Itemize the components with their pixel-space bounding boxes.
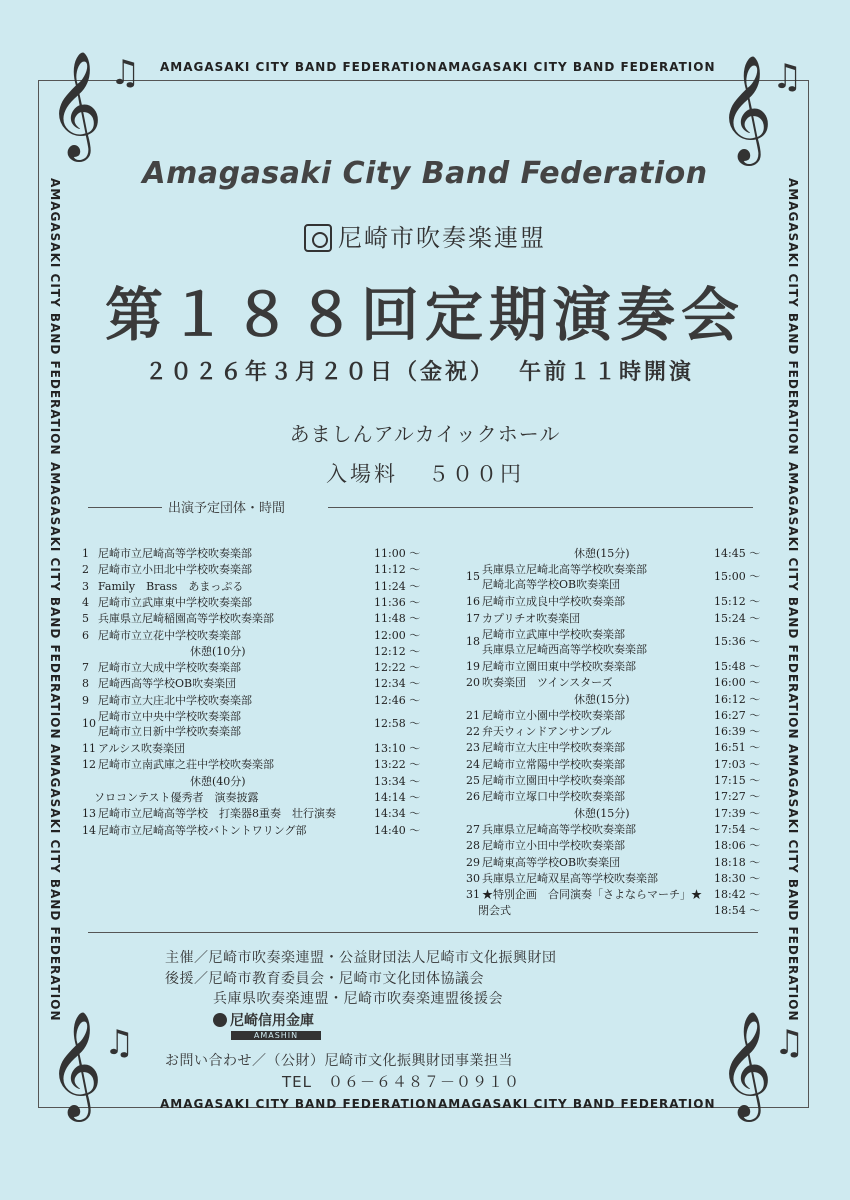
program-row: [466, 740, 776, 755]
program-row: [82, 611, 427, 626]
program-row: [82, 546, 427, 561]
performer-name: 尼崎市立尼崎高等学校 打楽器8重奏 壮行演奏: [98, 807, 336, 821]
performance-time: 14:40 〜: [374, 823, 421, 837]
divider: [328, 507, 753, 508]
program-number: 22: [466, 725, 480, 739]
program-row: [82, 823, 427, 838]
program-row: [466, 871, 776, 886]
performance-time: 18:54 〜: [714, 904, 761, 918]
performer-name: 吹奏楽団 ツインスターズ: [482, 676, 613, 690]
program-number: 20: [466, 676, 480, 690]
program-row: [82, 790, 427, 805]
band-text-top-right: AMAGASAKI CITY BAND FEDERATION: [438, 60, 716, 74]
concert-title: 第１８８回定期演奏会: [104, 281, 745, 349]
performance-time: 11:48 〜: [374, 612, 421, 626]
program-number: 3: [82, 579, 89, 593]
fee-value: ５００円: [428, 462, 524, 486]
program-number: 16: [466, 595, 480, 609]
performance-time: 17:27 〜: [714, 790, 761, 804]
performance-time: 16:00 〜: [714, 676, 761, 690]
performer-name: 兵庫県立尼崎西高等学校吹奏楽部: [482, 642, 647, 656]
program-row: [82, 562, 427, 577]
program-row: [466, 903, 776, 918]
program-number: 27: [466, 822, 480, 836]
performer-name: 休憩(40分): [190, 774, 246, 788]
program-number: 25: [466, 774, 480, 787]
performer-name: 尼崎北高等学校OB吹奏楽団: [482, 578, 621, 592]
program-number: 10: [82, 717, 96, 730]
program-number: 21: [466, 708, 480, 722]
performance-time: 18:06 〜: [714, 839, 761, 853]
performer-name: 兵庫県立尼崎北高等学校吹奏楽部: [482, 563, 647, 577]
performance-time: 14:14 〜: [374, 790, 421, 804]
performer-name: アルシス吹奏楽団: [98, 742, 185, 755]
fee-label: 入場料: [326, 462, 398, 486]
program-number: 1: [82, 547, 89, 560]
performance-time: 17:15 〜: [714, 774, 761, 787]
program-row: [82, 660, 427, 675]
program-row: [466, 757, 776, 772]
program-row: [466, 627, 776, 657]
performance-time: 11:12 〜: [374, 563, 421, 577]
performance-time: 13:22 〜: [374, 758, 421, 772]
performance-time: 12:46 〜: [374, 693, 421, 707]
performance-time: 12:00 〜: [374, 628, 421, 642]
support-line-2: 兵庫県吹奏楽連盟・尼崎市吹奏楽連盟後援会: [213, 991, 503, 1007]
performance-time: 17:54 〜: [714, 822, 761, 836]
treble-clef-icon: 𝄞: [48, 1010, 103, 1117]
performer-name: 尼崎西高等学校OB吹奏楽団: [98, 677, 237, 691]
music-note-icon: ♫: [774, 1023, 805, 1063]
program-row: [466, 546, 776, 561]
performance-time: 11:00 〜: [374, 547, 421, 560]
program-number: 9: [82, 693, 89, 707]
divider: [88, 507, 162, 508]
program-row: [466, 611, 776, 626]
performance-time: 15:48 〜: [714, 659, 761, 673]
performer-name: 尼崎市立日新中学校吹奏楽部: [98, 725, 241, 738]
program-number: 26: [466, 790, 480, 804]
program-number: 18: [466, 634, 480, 648]
performance-time: 12:12 〜: [374, 644, 421, 658]
performance-time: 16:27 〜: [714, 708, 761, 722]
performance-time: 16:39 〜: [714, 725, 761, 739]
telephone: TEL ０６－６４８７－０９１０: [282, 1073, 520, 1091]
program-row: [82, 693, 427, 708]
performer-name: 兵庫県立尼崎高等学校吹奏楽部: [482, 822, 636, 836]
support-line-1: 後援／尼崎市教育委員会・尼崎市文化団体協議会: [165, 971, 484, 987]
performance-time: 15:12 〜: [714, 595, 761, 609]
performer-name: 休憩(15分): [574, 547, 630, 560]
program-number: 14: [82, 823, 96, 837]
organization-name: 尼崎市吹奏楽連盟: [338, 224, 546, 252]
program-row: [466, 692, 776, 707]
performance-time: 18:42 〜: [714, 888, 761, 902]
program-number: 28: [466, 839, 480, 853]
music-note-icon: ♫: [772, 57, 803, 97]
program-row: [82, 757, 427, 772]
performer-name: 尼崎市立大成中学校吹奏楽部: [98, 661, 241, 675]
treble-clef-icon: 𝄞: [48, 50, 103, 157]
program-row: [466, 822, 776, 837]
admission-fee: [0, 458, 850, 488]
performer-name: 尼崎市立常陽中学校吹奏楽部: [482, 757, 625, 771]
program-row: [82, 628, 427, 643]
performer-name: ★特別企画 合同演奏「さよならマーチ」★: [482, 888, 702, 902]
sponsor-logo: [213, 1010, 321, 1040]
performance-time: 14:34 〜: [374, 807, 421, 821]
band-text-right-upper: AMAGASAKI CITY BAND FEDERATION: [786, 178, 800, 456]
program-row: [466, 724, 776, 739]
start-time: 午前１１時開演: [519, 360, 695, 385]
performer-name: 尼崎市立大庄中学校吹奏楽部: [482, 741, 625, 755]
performer-name: 尼崎市立武庫東中学校吹奏楽部: [98, 595, 252, 609]
performance-time: 15:00 〜: [714, 570, 761, 584]
performance-time: 15:36 〜: [714, 634, 761, 648]
program-number: 8: [82, 677, 89, 691]
english-title: Amagasaki City Band Federation: [142, 156, 708, 191]
performer-name: 兵庫県立尼崎稲園高等学校吹奏楽部: [98, 612, 274, 626]
performer-name: 尼崎市立小園中学校吹奏楽部: [482, 708, 625, 722]
organizer-line: 主催／尼崎市吹奏楽連盟・公益財団法人尼崎市文化振興財団: [165, 950, 557, 966]
program-row: [466, 708, 776, 723]
program-row: [82, 676, 427, 691]
program-row: [466, 789, 776, 804]
performance-time: 16:12 〜: [714, 692, 761, 706]
program-number: 15: [466, 570, 480, 584]
organization-line: [0, 218, 850, 253]
band-text-top-left: AMAGASAKI CITY BAND FEDERATION: [160, 60, 438, 74]
federation-logo-icon: [304, 224, 332, 252]
program-row: [82, 741, 427, 756]
performer-name: 休憩(10分): [190, 644, 246, 658]
program-number: 12: [82, 758, 96, 772]
program-row: [82, 579, 427, 594]
program-row: [82, 806, 427, 821]
performance-time: 18:30 〜: [714, 871, 761, 885]
performance-time: 15:24 〜: [714, 611, 761, 625]
treble-clef-icon: 𝄞: [718, 1010, 773, 1117]
performer-name: 兵庫県立尼崎双星高等学校吹奏楽部: [482, 871, 658, 885]
performer-name: 尼崎市立園田東中学校吹奏楽部: [482, 659, 636, 673]
performer-name: 尼崎市立武庫中学校吹奏楽部: [482, 627, 625, 641]
program-row: [466, 838, 776, 853]
performer-name: 尼崎市立立花中学校吹奏楽部: [98, 628, 241, 642]
performance-time: 17:03 〜: [714, 757, 761, 771]
performer-name: Family Brass あまっぷる: [98, 579, 244, 593]
performer-name: 尼崎市立成良中学校吹奏楽部: [482, 595, 625, 609]
performer-name: 弁天ウィンドアンサンブル: [482, 725, 612, 739]
program-row: [82, 774, 427, 789]
performance-time: 18:18 〜: [714, 855, 761, 869]
band-text-left-middle: AMAGASAKI CITY BAND FEDERATION: [48, 462, 62, 740]
program-number: 6: [82, 628, 89, 642]
performance-time: 16:51 〜: [714, 741, 761, 755]
performer-name: 休憩(15分): [574, 692, 630, 706]
performance-time: 13:10 〜: [374, 742, 421, 755]
program-number: 5: [82, 612, 89, 626]
program-section-header: [88, 497, 753, 517]
band-text-bottom-right: AMAGASAKI CITY BAND FEDERATION: [438, 1097, 716, 1111]
performer-name: 尼崎市立小田北中学校吹奏楽部: [98, 563, 252, 577]
section-label: 出演予定団体・時間: [162, 497, 291, 516]
performer-name: 尼崎市立大庄北中学校吹奏楽部: [98, 693, 252, 707]
performer-name: 尼崎市立尼崎高等学校吹奏楽部: [98, 547, 252, 560]
program-row: [82, 595, 427, 610]
program-row: [466, 659, 776, 674]
band-text-left-lower: AMAGASAKI CITY BAND FEDERATION: [48, 744, 62, 1022]
performance-time: 12:22 〜: [374, 661, 421, 675]
performer-name: 尼崎市立中央中学校吹奏楽部: [98, 710, 241, 723]
treble-clef-icon: 𝄞: [718, 54, 773, 161]
bank-logo-icon: [213, 1013, 227, 1027]
performance-time: 17:39 〜: [714, 806, 761, 820]
band-text-right-middle: AMAGASAKI CITY BAND FEDERATION: [786, 462, 800, 740]
music-note-icon: ♫: [110, 53, 141, 93]
program-row: [82, 709, 427, 739]
band-text-right-lower: AMAGASAKI CITY BAND FEDERATION: [786, 744, 800, 1022]
contact-line: お問い合わせ／（公財）尼崎市文化振興財団事業担当: [165, 1053, 513, 1069]
program-number: 23: [466, 741, 480, 755]
program-row: [466, 887, 776, 902]
performer-name: 尼崎市立園田中学校吹奏楽部: [482, 774, 625, 787]
divider: [88, 932, 758, 933]
band-text-bottom-left: AMAGASAKI CITY BAND FEDERATION: [160, 1097, 438, 1111]
program-number: 31: [466, 888, 480, 902]
program-row: [466, 594, 776, 609]
program-number: 4: [82, 595, 89, 609]
program-number: 29: [466, 855, 480, 869]
program-row: [466, 855, 776, 870]
performer-name: 尼崎市立塚口中学校吹奏楽部: [482, 790, 625, 804]
performer-name: 尼崎東高等学校OB吹奏楽団: [482, 855, 621, 869]
program-number: 11: [82, 742, 96, 755]
program-number: 7: [82, 661, 89, 675]
performer-name: 尼崎市立尼崎高等学校バトントワリング部: [98, 823, 307, 837]
program-number: 2: [82, 563, 89, 577]
performance-time: 11:36 〜: [374, 595, 421, 609]
performance-time: 14:45 〜: [714, 547, 761, 560]
performer-name: ソロコンテスト優秀者 演奏披露: [94, 790, 259, 804]
program-row: [466, 675, 776, 690]
music-note-icon: ♫: [104, 1023, 135, 1063]
performance-time: 11:24 〜: [374, 579, 421, 593]
performer-name: 尼崎市立南武庫之荘中学校吹奏楽部: [98, 758, 274, 772]
performer-name: 休憩(15分): [574, 806, 630, 820]
concert-date: ２０２６年３月２０日（金祝）: [145, 360, 496, 385]
performance-time: 12:34 〜: [374, 677, 421, 691]
program-number: 19: [466, 659, 480, 673]
program-number: 13: [82, 807, 96, 821]
bank-subtitle: AMASHIN: [231, 1031, 321, 1040]
performer-name: カプリチオ吹奏楽団: [482, 611, 581, 625]
performance-time: 13:34 〜: [374, 774, 421, 788]
band-text-left-upper: AMAGASAKI CITY BAND FEDERATION: [48, 178, 62, 456]
bank-name: 尼崎信用金庫: [230, 1013, 314, 1029]
program-number: 30: [466, 871, 480, 885]
program-number: 17: [466, 611, 480, 625]
performer-name: 尼崎市立小田中学校吹奏楽部: [482, 839, 625, 853]
program-number: 24: [466, 757, 480, 771]
performance-time: 12:58 〜: [374, 717, 421, 730]
program-row: [466, 562, 776, 592]
program-row: [466, 806, 776, 821]
performer-name: 閉会式: [478, 904, 511, 918]
venue: あましんアルカイックホール: [289, 422, 561, 446]
program-row: [466, 773, 776, 788]
program-row: [82, 644, 427, 659]
